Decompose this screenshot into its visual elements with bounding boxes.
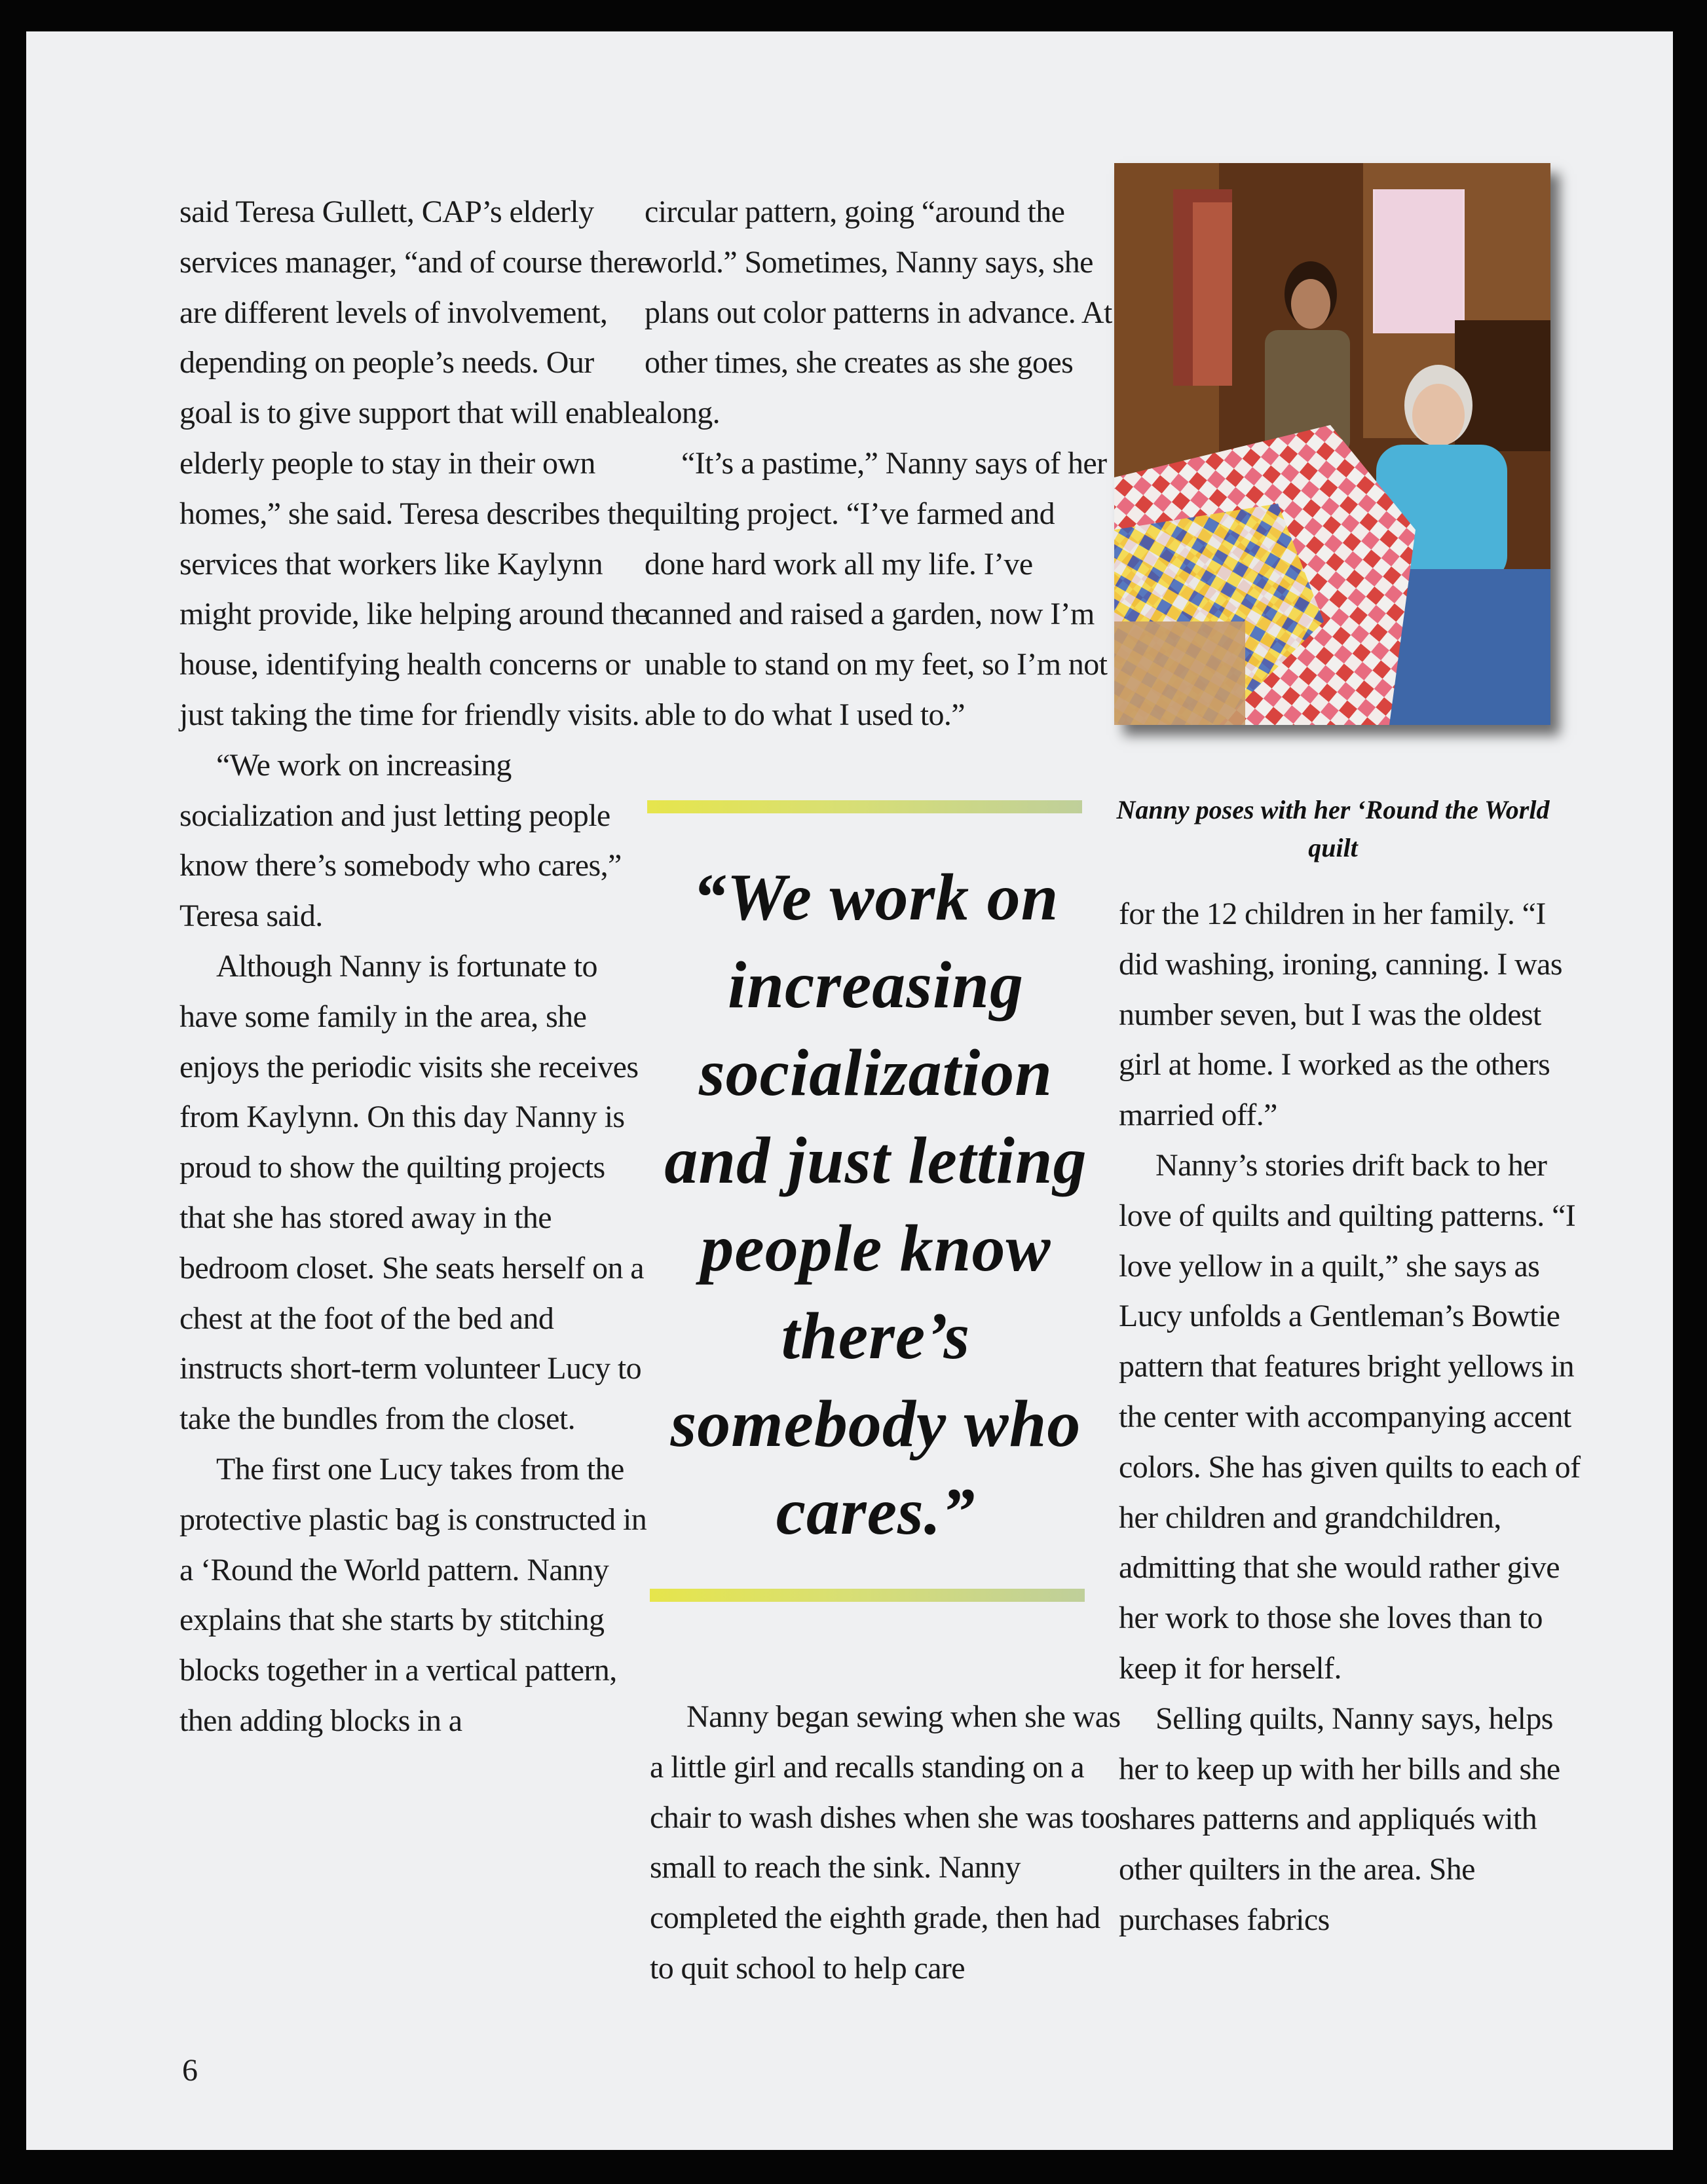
page-number: 6 bbox=[182, 2053, 198, 2088]
paragraph: Although Nanny is fortunate to have some family in the area, she enjoys the periodic visits she receives from Kaylynn. On this day Nanny is proud to show the quilting projects that she has stored away in the bedroom closet. She seats herself on a chest at the foot of the bed and instructs short-term volunteer Lucy to take the bundles from the closet. bbox=[179, 948, 644, 1437]
photo-illustration bbox=[1114, 163, 1550, 725]
photo-nanny-with-quilt bbox=[1114, 163, 1550, 725]
magazine-page bbox=[26, 31, 1673, 2150]
article-column-2-bottom bbox=[650, 1692, 1121, 1994]
article-column-1 bbox=[179, 187, 651, 1747]
paragraph: “It’s a pastime,” Nanny says of her quilting project. “I’ve farmed and done hard work all my life. I’ve canned and raised a garden, now I’m unable to stand on my feet, so I’m not able to do what I used to.” bbox=[645, 445, 1108, 732]
paragraph: Nanny began sewing when she was a little girl and recalls standing on a chair to wash dishes when she was too small to reach the sink. Nanny completed the eighth grade, then had to quit school to help care bbox=[650, 1699, 1121, 1986]
paragraph: The first one Lucy takes from the protective plastic bag is constructed in a ‘Round the World pattern. Nanny explains that she starts by stitching blocks together in a vertical pattern, then adding blocks in a bbox=[179, 1451, 647, 1738]
pull-quote-rule-bottom bbox=[650, 1589, 1085, 1602]
article-column-3 bbox=[1119, 889, 1590, 1946]
pull-quote: “We work on increasing socialization and just letting people know there’s somebody who cares.” bbox=[664, 861, 1087, 1549]
paragraph: for the 12 children in her family. “I did washing, ironing, canning. I was number seven, but I was the oldest girl at home. I worked as the others married off.” bbox=[1119, 897, 1562, 1133]
pull-quote-rule-top bbox=[647, 800, 1082, 813]
paragraph: Nanny’s stories drift back to her love of quilts and quilting patterns. “I love yellow in a quilt,” she says as Lucy unfolds a Gentleman’s Bowtie pattern that features bright yellows in the center with accompanying accent colors. She has given quilts to each of her children and grandchildren, admitting that she would rather give her work to those she loves than to keep it for herself. bbox=[1119, 1147, 1581, 1686]
article-column-2-top bbox=[645, 187, 1116, 741]
paragraph: “We work on increasing socialization and just letting people know there’s somebody who cares,” Teresa said. bbox=[179, 747, 622, 934]
photo-caption: Nanny poses with her ‘Round the World quilt bbox=[1116, 795, 1550, 862]
paragraph: said Teresa Gullett, CAP’s elderly services manager, “and of course there are different levels of involvement, depending on people’s needs. Our goal is to give support that will enable elderly people to stay in their own homes,” she said. Teresa describes the services that workers like Kaylynn might provide, like helping around the house, identifying health concerns or just taking the time for friendly visits. bbox=[179, 194, 650, 732]
paragraph: Selling quilts, Nanny says, helps her to keep up with her bills and she shares patterns and appliqués with other quilters in the area. She purchases fabrics bbox=[1119, 1701, 1560, 1937]
paragraph: circular pattern, going “around the world.” Sometimes, Nanny says, she plans out color patterns in advance. At other times, she creates as she goes along. bbox=[645, 194, 1112, 431]
